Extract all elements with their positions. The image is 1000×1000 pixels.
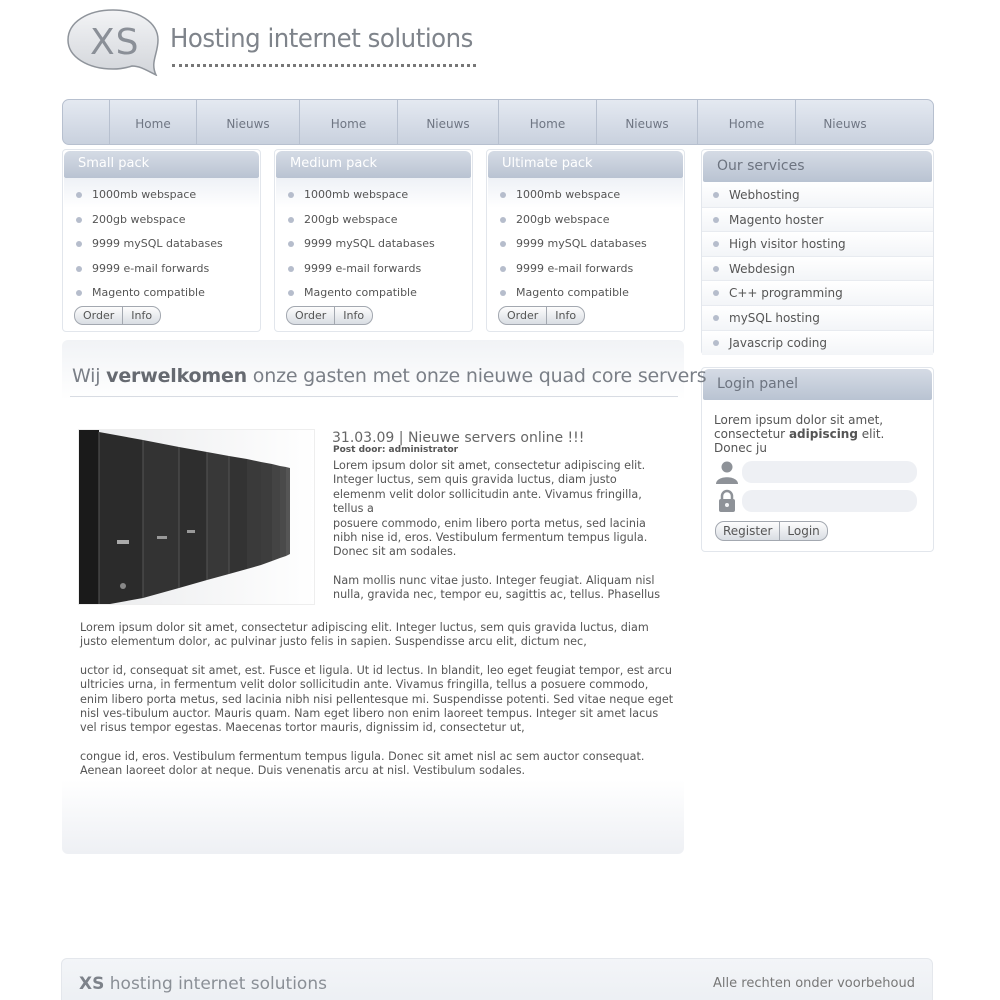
list-item: 9999 mySQL databases — [287, 237, 435, 262]
login-button[interactable]: Login — [779, 522, 826, 540]
footer — [61, 958, 933, 1000]
services-list — [702, 183, 933, 355]
login-header — [703, 369, 932, 400]
service-link[interactable]: High visitor hosting — [702, 232, 933, 257]
services-title: Our services — [717, 158, 805, 174]
news-paragraph: Nam mollis nunc vitae justo. Integer feugiat. Aliquam nisl nulla, gravida nec, tempor eu, sagittis ac, tellus. Phasellus — [333, 573, 661, 602]
list-item: 9999 e-mail forwards — [75, 262, 223, 287]
login-button-group — [715, 521, 828, 541]
list-item: 200gb webspace — [499, 213, 647, 238]
welcome-text-end: onze gasten met onze nieuwe quad core servers — [246, 365, 707, 387]
welcome-text-start: Wij — [72, 365, 107, 387]
body-paragraph: Lorem ipsum dolor sit amet, consectetur adipiscing elit. Integer luctus, sem quis gravida luctus, diam justo elementum dolor, ac pulvinar justo felis in sapien. Suspendisse arcu elit, dictum nec, — [80, 621, 649, 649]
pack-header — [64, 151, 259, 178]
list-item: 200gb webspace — [75, 213, 223, 238]
user-icon — [714, 460, 740, 484]
list-item: 1000mb webspace — [287, 188, 435, 213]
nav-item-home[interactable]: Home — [300, 100, 398, 144]
pack-feature-list — [75, 188, 223, 311]
server-racks-illustration — [79, 430, 315, 605]
nav-item-nieuws[interactable]: Nieuws — [823, 117, 867, 131]
pack-small — [62, 149, 261, 332]
pack-feature-list — [287, 188, 435, 311]
pack-title: Medium pack — [290, 156, 378, 171]
nav-item-nieuws[interactable]: Nieuws — [398, 100, 499, 144]
footer-brand-mark: XS — [79, 974, 105, 994]
nav-item-home[interactable]: Home — [110, 100, 197, 144]
services-header — [703, 151, 932, 182]
pack-title: Small pack — [78, 156, 150, 171]
pack-medium — [274, 149, 473, 332]
info-button[interactable]: Info — [122, 307, 160, 324]
list-item: 9999 mySQL databases — [499, 237, 647, 262]
service-link[interactable]: C++ programming — [702, 281, 933, 306]
site-logo[interactable] — [66, 8, 486, 80]
username-input[interactable] — [742, 461, 917, 483]
register-button[interactable]: Register — [723, 524, 773, 538]
order-button[interactable]: Order — [507, 309, 539, 322]
list-item: 200gb webspace — [287, 213, 435, 238]
pack-button-group — [498, 306, 585, 325]
footer-copyright: Alle rechten onder voorbehoud — [713, 976, 915, 991]
service-link[interactable]: mySQL hosting — [702, 306, 933, 331]
site-title: Hosting internet solutions — [170, 24, 473, 54]
body-paragraph: congue id, eros. Vestibulum fermentum tempus ligula. Donec sit amet nisl ac sem auctor consequat. Aenean laoreet dolor at neque. Duis venenatis arcu at nisl. Vestibulum sodales. — [80, 749, 645, 778]
pack-title: Ultimate pack — [502, 156, 593, 171]
list-item: Magento compatible — [287, 286, 435, 311]
main-content — [62, 340, 707, 854]
pack-button-group — [286, 306, 373, 325]
news-title[interactable]: 31.03.09 | Nieuwe servers online !!! — [332, 430, 585, 446]
password-row — [714, 489, 917, 513]
nav-spacer — [63, 100, 110, 144]
password-input[interactable] — [742, 490, 917, 512]
service-link[interactable]: Webdesign — [702, 257, 933, 282]
info-button[interactable]: Info — [334, 307, 372, 324]
login-description — [714, 413, 926, 455]
welcome-heading — [72, 365, 706, 387]
body-text — [80, 621, 678, 793]
login-text-bold: adipiscing — [788, 427, 858, 441]
pack-header — [276, 151, 471, 178]
footer-brand-text: hosting internet solutions — [104, 974, 327, 994]
list-item: 9999 e-mail forwards — [499, 262, 647, 287]
pack-header — [488, 151, 683, 178]
service-link[interactable]: Magento hoster — [702, 208, 933, 233]
service-link[interactable]: Webhosting — [702, 183, 933, 208]
nav-item-nieuws[interactable]: Nieuws — [197, 100, 300, 144]
list-item: 1000mb webspace — [75, 188, 223, 213]
list-item: Magento compatible — [499, 286, 647, 311]
news-paragraph: Lorem ipsum dolor sit amet, consectetur adipiscing elit. Integer luctus, sem quis gravida luctus, diam justo elemenm velit dolor sollicitudin ante. Vivamus fringilla, tellus a posuere commodo, enim libero porta metus, sed lacinia nibh nise id, eros. Vestibulum fermentum tempus ligula. Donec sit am sodales. — [333, 459, 648, 559]
list-item: 9999 e-mail forwards — [287, 262, 435, 287]
order-button[interactable]: Order — [83, 309, 115, 322]
nav-item-nieuws[interactable]: Nieuws — [597, 100, 698, 144]
service-link[interactable]: Javascrip coding — [702, 331, 933, 356]
list-item: Magento compatible — [75, 286, 223, 311]
server-room-image — [78, 429, 315, 605]
footer-brand — [79, 974, 327, 994]
login-title: Login panel — [717, 376, 799, 392]
info-button[interactable]: Info — [546, 307, 584, 324]
login-panel — [701, 367, 934, 552]
services-panel — [701, 149, 934, 355]
pack-feature-list — [499, 188, 647, 311]
news-author: Post door: administrator — [333, 445, 459, 455]
list-item: 1000mb webspace — [499, 188, 647, 213]
nav-item-home[interactable]: Home — [698, 100, 796, 144]
news-text — [333, 459, 663, 617]
nav-item-home[interactable]: Home — [499, 100, 597, 144]
pack-ultimate — [486, 149, 685, 332]
body-paragraph: uctor id, consequat sit amet, est. Fusce et ligula. Ut id lectus. In blandit, leo eget feugiat tempor, est arcu ultricies urna, in fermentum velit dolor sollicitudin ante. Vivamus fringilla, tellus a posuere commodo, enim libero porta metus, sed lacinia nibh nisi pellentesque mi. Suspendisse potenti. Sed vitae neque eget nisl ves-tibulum auctor. Mauris quam. Nam eget libero non enim laoreet tempus. Integer sit amet lacus vel risus tempor egestas. Maecenas tortor mauris, dignissim id, consectetur ut, — [80, 663, 674, 735]
logo-mark: XS — [90, 22, 140, 63]
logo-underline — [172, 64, 476, 67]
divider — [70, 396, 678, 397]
lock-icon — [714, 489, 740, 513]
username-row — [714, 460, 917, 484]
order-button[interactable]: Order — [295, 309, 327, 322]
welcome-text-bold: verwelkomen — [106, 365, 247, 387]
login-text-start: Lorem ipsum dolor sit amet, consectetur — [714, 413, 884, 441]
main-navigation — [62, 99, 934, 145]
list-item: 9999 mySQL databases — [75, 237, 223, 262]
login-text-end: elit. Donec ju — [714, 427, 885, 455]
pack-button-group — [74, 306, 161, 325]
